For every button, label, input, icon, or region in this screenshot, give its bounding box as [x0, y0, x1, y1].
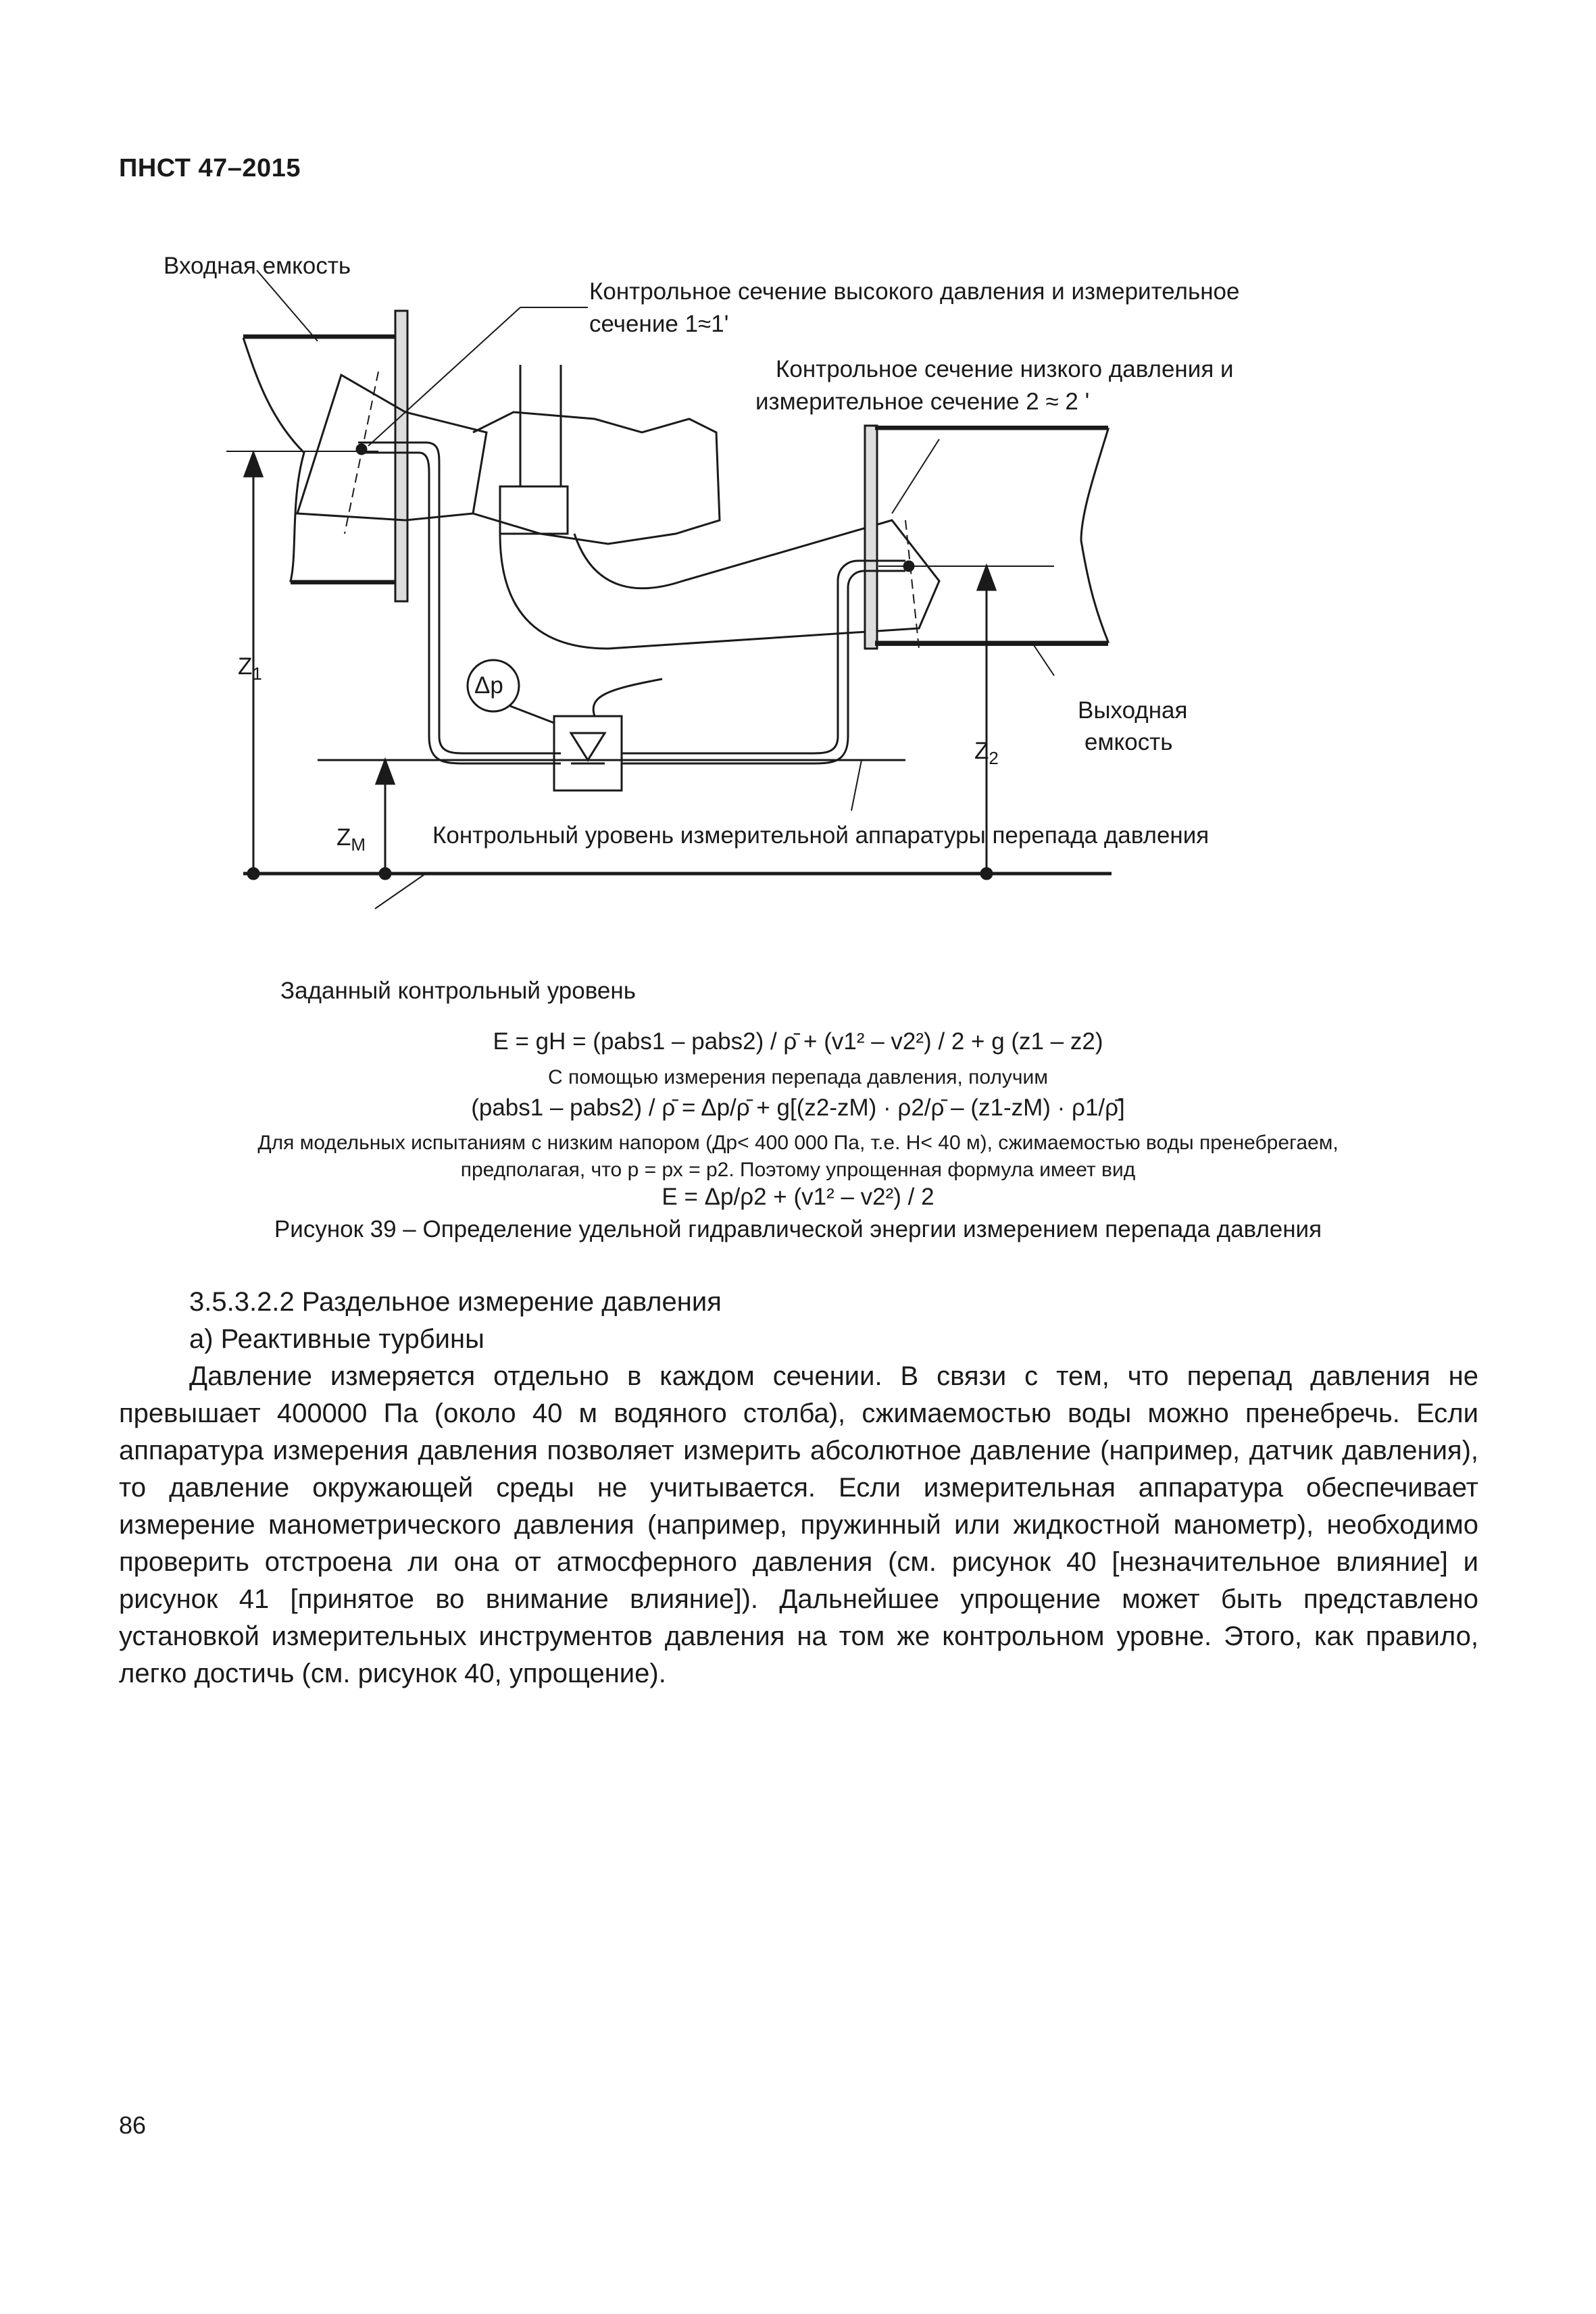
- label-zm: $Z_M$: [336, 824, 366, 855]
- label-instrument-level: Контрольный уровень измерительной аппаратуры перепада давления: [432, 822, 1210, 849]
- formula-pressure-diff: (pabs1 – pabs2) / ρ̄ = Δp/ρ̄ + g[(z2-zM) · ρ2/ρ̄ – (z1-zM) · ρ1/ρ̄]: [471, 1095, 1125, 1121]
- formula-energy: E = gH = (pabs1 – pabs2) / ρ̄ + (v1² – v2²) / 2 + g (z1 – z2): [493, 1028, 1103, 1055]
- formula-note-line1: Для модельных испытаниям с низким напором (Др< 400 000 Па, т.е. Н< 40 м), сжимаемостью воды пренебрегаем,: [257, 1132, 1339, 1154]
- label-dp-gauge: Δp: [474, 672, 503, 699]
- label-z1: $Z_1$: [238, 653, 262, 684]
- label-hp-section-line2: сечение 1≈1': [589, 311, 729, 337]
- formula-intro: С помощью измерения перепада давления, получим: [548, 1066, 1048, 1088]
- label-outlet-tank-line2: емкость: [1084, 729, 1173, 755]
- label-hp-section-line1: Контрольное сечение высокого давления и измерительное: [589, 278, 1240, 305]
- label-lp-section-line1: Контрольное сечение низкого давления и: [776, 356, 1234, 382]
- outlet-flange: [865, 426, 877, 649]
- outlet-tank: [875, 429, 1108, 642]
- formula-simplified: E = Δp/ρ2 + (v1² – v2²) / 2: [662, 1184, 934, 1210]
- subsection-heading: а) Реактивные турбины: [189, 1324, 484, 1354]
- inlet-tank: [243, 338, 399, 581]
- dp-transducer: [554, 716, 622, 790]
- body-text: [119, 1284, 1478, 1692]
- figure-caption: Рисунок 39 – Определение удельной гидравлической энергии измерением перепада давления: [274, 1216, 1322, 1242]
- turbine-diagram: [0, 0, 1596, 1027]
- runner-hub: [500, 486, 568, 534]
- section-heading: 3.5.3.2.2 Раздельное измерение давления: [189, 1287, 722, 1317]
- tubing-left: [358, 443, 561, 753]
- tubing-right: [622, 561, 905, 753]
- inlet-pipe: [297, 375, 487, 520]
- label-z2: $Z_2$: [974, 738, 999, 768]
- formula-note-line2: предполагая, что р = рх = р2. Поэтому упрощенная формула имеет вид: [460, 1159, 1136, 1181]
- body-paragraph: Давление измеряется отдельно в каждом сечении. В связи с тем, что перепад давления не превышает 400000 Па (около 40 м водяного столба), сжимаемостью воды можно пренебречь. Если аппаратура измерения давления позволяет измерить абсолютное давление (например, датчик давления), то давление окружающей среды не учитывается. Если измерительная аппаратура обеспечивает измерение манометрического давления (например, пружинный или жидкостной манометр), необходимо проверить отстроена ли она от атмосферного давления (см. рисунок 40 [незначительное влияние] и рисунок 41 [принятое во внимание влияние]). Дальнейшее упрощение может быть представлено установкой измерительных инструментов давления на том же контрольном уровне. Этого, как правило, легко достичь (см. рисунок 40, упрощение).: [119, 1361, 1478, 1688]
- page-number: 86: [119, 2111, 147, 2139]
- inlet-flange: [395, 311, 407, 601]
- spiral-case: [473, 412, 720, 544]
- label-datum: Заданный контрольный уровень: [280, 978, 636, 1004]
- label-lp-section-line2: измерительное сечение 2 ≈ 2 ': [755, 388, 1090, 415]
- label-inlet-tank: Входная емкость: [164, 253, 351, 279]
- document-header: ПНСТ 47–2015: [119, 154, 301, 182]
- label-outlet-tank-line1: Выходная: [1078, 697, 1188, 724]
